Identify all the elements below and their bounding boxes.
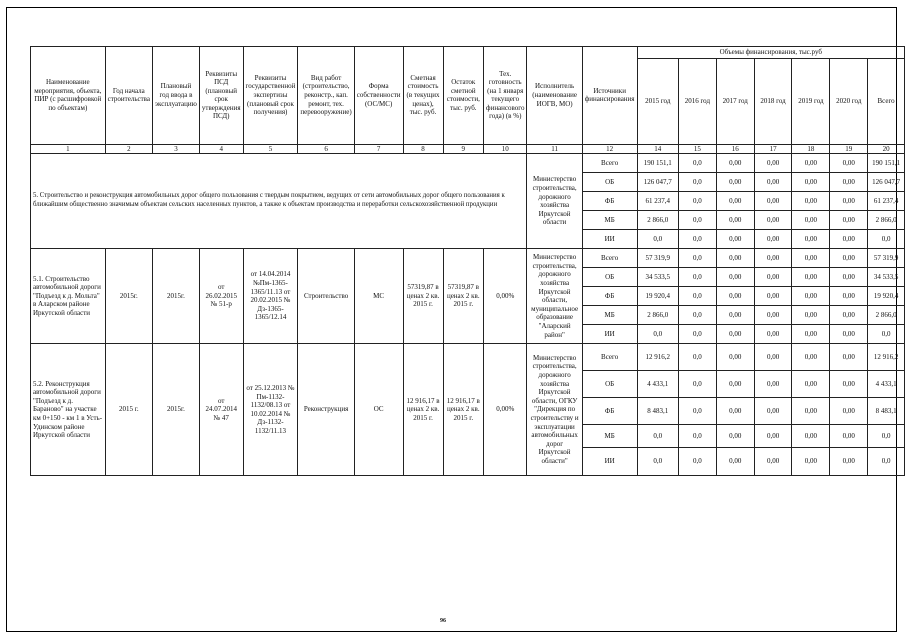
header-ownership: Форма собственности (ОС/МС) xyxy=(354,47,403,145)
col-num: 3 xyxy=(153,144,200,154)
value-cell: 19 920,4 xyxy=(868,287,905,306)
source-label: ОБ xyxy=(582,371,637,398)
value-cell: 0,00 xyxy=(830,344,868,371)
header-estimate-cost: Сметная стоимость (в текущих ценах), тыс. руб. xyxy=(403,47,443,145)
value-cell: 0,00 xyxy=(792,448,830,476)
column-numbers-row xyxy=(31,144,905,154)
source-label: ФБ xyxy=(582,192,637,211)
source-label: ФБ xyxy=(582,398,637,425)
object-year-plan: 2015г. xyxy=(153,249,200,344)
value-cell: 0,00 xyxy=(830,371,868,398)
object-5-1-row-total xyxy=(31,249,905,268)
value-cell: 57 319,9 xyxy=(637,249,678,268)
object-ownership: МС xyxy=(354,249,403,344)
value-cell: 57 319,9 xyxy=(868,249,905,268)
value-cell: 190 151,1 xyxy=(868,154,905,173)
object-remaining-cost: 12 916,17 в ценах 2 кв. 2015 г. xyxy=(443,344,483,476)
value-cell: 0,00 xyxy=(792,398,830,425)
header-remaining-cost: Остаток сметной стоимости, тыс. руб. xyxy=(443,47,483,145)
header-sources: Источники финансирования xyxy=(582,47,637,145)
value-cell: 0,00 xyxy=(716,173,754,192)
value-cell: 0,00 xyxy=(754,154,792,173)
value-cell: 0,00 xyxy=(754,173,792,192)
header-year-start: Год начала строительства xyxy=(105,47,152,145)
object-executor: Министерство строительства, дорожного хозяйства Иркутской области, муниципальное образование "Аларский район" xyxy=(527,249,582,344)
value-cell: 2 866,0 xyxy=(637,306,678,325)
source-label: Всего xyxy=(582,344,637,371)
value-cell: 0,0 xyxy=(637,325,678,344)
value-cell: 0,00 xyxy=(754,398,792,425)
value-cell: 0,00 xyxy=(716,425,754,448)
value-cell: 8 483,1 xyxy=(637,398,678,425)
value-cell: 0,00 xyxy=(716,287,754,306)
value-cell: 0,00 xyxy=(716,371,754,398)
value-cell: 0,00 xyxy=(754,344,792,371)
value-cell: 0,00 xyxy=(830,268,868,287)
object-expert: от 14.04.2014 №Пм-1365-1365/11.13 от 20.02.2015 № Дз-1365-1365/12.14 xyxy=(243,249,298,344)
object-readiness: 0,00% xyxy=(484,344,527,476)
col-num: 8 xyxy=(403,144,443,154)
value-cell: 0,00 xyxy=(830,325,868,344)
value-cell: 0,00 xyxy=(754,425,792,448)
object-ownership: ОС xyxy=(354,344,403,476)
header-name: Наименование мероприятия, объекта, ПИР (с расшифровкой по объектам) xyxy=(31,47,106,145)
col-num: 16 xyxy=(716,144,754,154)
value-cell: 12 916,2 xyxy=(637,344,678,371)
value-cell: 0,0 xyxy=(678,154,716,173)
header-year-plan: Плановый год ввода в эксплуатацию xyxy=(153,47,200,145)
value-cell: 0,0 xyxy=(678,268,716,287)
object-remaining-cost: 57319,87 в ценах 2 кв. 2015 г. xyxy=(443,249,483,344)
source-label: МБ xyxy=(582,425,637,448)
col-num: 11 xyxy=(527,144,582,154)
col-num: 17 xyxy=(754,144,792,154)
value-cell: 2 866,0 xyxy=(868,211,905,230)
value-cell: 0,00 xyxy=(792,230,830,249)
value-cell: 2 866,0 xyxy=(637,211,678,230)
object-estimate-cost: 57319,87 в ценах 2 кв. 2015 г. xyxy=(403,249,443,344)
object-work-type: Строительство xyxy=(298,249,354,344)
object-name: 5.2. Реконструкция автомобильной дороги "Подъезд к д. Бараново" на участке км 0+150 - км 1 в Усть-Удинском районе Иркутской области xyxy=(31,344,106,476)
col-num: 2 xyxy=(105,144,152,154)
value-cell: 0,0 xyxy=(678,211,716,230)
value-cell: 0,0 xyxy=(678,173,716,192)
value-cell: 0,00 xyxy=(792,287,830,306)
col-num: 4 xyxy=(199,144,243,154)
value-cell: 0,00 xyxy=(716,448,754,476)
financing-table xyxy=(30,46,905,476)
header-year-2020: 2020 год xyxy=(830,58,868,144)
col-num: 5 xyxy=(243,144,298,154)
value-cell: 0,0 xyxy=(868,448,905,476)
value-cell: 0,00 xyxy=(830,398,868,425)
value-cell: 0,00 xyxy=(830,249,868,268)
source-label: Всего xyxy=(582,249,637,268)
value-cell: 0,00 xyxy=(792,306,830,325)
value-cell: 0,00 xyxy=(716,230,754,249)
object-psd: от 24.07.2014 № 47 xyxy=(199,344,243,476)
value-cell: 0,0 xyxy=(678,306,716,325)
header-volumes: Объемы финансирования, тыс.руб xyxy=(637,47,904,59)
header-total: Всего xyxy=(868,58,905,144)
object-estimate-cost: 12 916,17 в ценах 2 кв. 2015 г. xyxy=(403,344,443,476)
value-cell: 4 433,1 xyxy=(868,371,905,398)
col-num: 15 xyxy=(678,144,716,154)
col-num: 10 xyxy=(484,144,527,154)
value-cell: 0,00 xyxy=(754,371,792,398)
value-cell: 0,00 xyxy=(792,192,830,211)
value-cell: 0,00 xyxy=(830,173,868,192)
col-num: 18 xyxy=(792,144,830,154)
value-cell: 0,00 xyxy=(792,249,830,268)
value-cell: 0,0 xyxy=(868,325,905,344)
value-cell: 0,00 xyxy=(830,287,868,306)
value-cell: 0,00 xyxy=(830,306,868,325)
object-year-plan: 2015г. xyxy=(153,344,200,476)
value-cell: 0,00 xyxy=(792,325,830,344)
value-cell: 0,00 xyxy=(792,211,830,230)
col-num: 6 xyxy=(298,144,354,154)
col-num: 20 xyxy=(868,144,905,154)
object-readiness: 0,00% xyxy=(484,249,527,344)
object-expert: от 25.12.2013 № Пм-1132-1132/08.13 от 10.02.2014 № Дз-1132-1132/11.13 xyxy=(243,344,298,476)
source-label: МБ xyxy=(582,306,637,325)
value-cell: 0,0 xyxy=(868,425,905,448)
value-cell: 0,00 xyxy=(716,211,754,230)
source-label: ФБ xyxy=(582,287,637,306)
value-cell: 0,00 xyxy=(716,398,754,425)
value-cell: 0,00 xyxy=(716,154,754,173)
col-num: 7 xyxy=(354,144,403,154)
object-executor: Министерство строительства, дорожного хозяйства Иркутской области, ОГКУ "Дирекция по строительству и эксплуатации автомобильных дорог Иркутской области" xyxy=(527,344,582,476)
header-readiness: Тех. готовность (на 1 января текущего финансового года) (в %) xyxy=(484,47,527,145)
value-cell: 0,00 xyxy=(754,249,792,268)
value-cell: 0,00 xyxy=(792,425,830,448)
value-cell: 0,00 xyxy=(716,192,754,211)
value-cell: 2 866,0 xyxy=(868,306,905,325)
value-cell: 0,0 xyxy=(678,398,716,425)
value-cell: 4 433,1 xyxy=(637,371,678,398)
col-num: 14 xyxy=(637,144,678,154)
section-title: 5. Строительство и реконструкция автомобильных дорог общего пользования с твердым покрытием, ведущих от сети автомобильных дорог общего пользования к ближайшим общественно значимым объектам сельских населенных пунктов, а также к объектам производства и переработки сельскохозяйственной продукции xyxy=(31,154,527,249)
value-cell: 0,00 xyxy=(754,268,792,287)
value-cell: 0,0 xyxy=(678,249,716,268)
value-cell: 0,0 xyxy=(678,287,716,306)
page-number: 96 xyxy=(440,618,446,624)
section-row-total xyxy=(31,154,905,173)
value-cell: 0,00 xyxy=(754,287,792,306)
value-cell: 0,0 xyxy=(678,425,716,448)
header-psd: Реквизиты ПСД (плановый срок утверждения ПСД) xyxy=(199,47,243,145)
value-cell: 0,0 xyxy=(678,325,716,344)
value-cell: 0,00 xyxy=(830,154,868,173)
value-cell: 0,00 xyxy=(754,211,792,230)
header-year-2017: 2017 год xyxy=(716,58,754,144)
value-cell: 12 916,2 xyxy=(868,344,905,371)
value-cell: 0,00 xyxy=(830,211,868,230)
value-cell: 0,0 xyxy=(637,448,678,476)
value-cell: 0,00 xyxy=(716,325,754,344)
source-label: Всего xyxy=(582,154,637,173)
value-cell: 0,0 xyxy=(678,230,716,249)
value-cell: 0,0 xyxy=(678,371,716,398)
value-cell: 0,0 xyxy=(678,192,716,211)
value-cell: 0,0 xyxy=(637,425,678,448)
value-cell: 0,00 xyxy=(792,173,830,192)
value-cell: 0,00 xyxy=(754,448,792,476)
value-cell: 126 047,7 xyxy=(637,173,678,192)
value-cell: 0,00 xyxy=(830,192,868,211)
value-cell: 0,00 xyxy=(792,344,830,371)
header-year-2019: 2019 год xyxy=(792,58,830,144)
header-work-type: Вид работ (строительство, реконстр., кап. ремонт, тех. перевооружение) xyxy=(298,47,354,145)
value-cell: 0,00 xyxy=(716,344,754,371)
value-cell: 0,0 xyxy=(637,230,678,249)
value-cell: 0,00 xyxy=(792,371,830,398)
value-cell: 0,00 xyxy=(716,306,754,325)
col-num: 19 xyxy=(830,144,868,154)
value-cell: 61 237,4 xyxy=(868,192,905,211)
value-cell: 0,00 xyxy=(716,249,754,268)
object-year-start: 2015 г. xyxy=(105,344,152,476)
value-cell: 0,00 xyxy=(792,268,830,287)
section-executor: Министерство строительства, дорожного хозяйства Иркутской области xyxy=(527,154,582,249)
object-5-2-row-total xyxy=(31,344,905,371)
header-year-2015: 2015 год xyxy=(637,58,678,144)
value-cell: 0,00 xyxy=(754,230,792,249)
header-executor: Исполнитель (наименование ИОГВ, МО) xyxy=(527,47,582,145)
source-label: МБ xyxy=(582,211,637,230)
value-cell: 0,00 xyxy=(830,448,868,476)
header-expert: Реквизиты государственной экспертизы (плановый срок получения) xyxy=(243,47,298,145)
source-label: ОБ xyxy=(582,173,637,192)
value-cell: 0,00 xyxy=(830,230,868,249)
col-num: 9 xyxy=(443,144,483,154)
object-name: 5.1. Строительство автомобильной дороги "Подъезд к д. Мольта" в Аларском районе Иркутской области xyxy=(31,249,106,344)
value-cell: 0,00 xyxy=(754,192,792,211)
source-label: ИИ xyxy=(582,448,637,476)
source-label: ОБ xyxy=(582,268,637,287)
value-cell: 8 483,1 xyxy=(868,398,905,425)
value-cell: 0,0 xyxy=(868,230,905,249)
value-cell: 34 533,5 xyxy=(868,268,905,287)
value-cell: 19 920,4 xyxy=(637,287,678,306)
value-cell: 0,00 xyxy=(716,268,754,287)
value-cell: 0,00 xyxy=(792,154,830,173)
value-cell: 61 237,4 xyxy=(637,192,678,211)
value-cell: 190 151,1 xyxy=(637,154,678,173)
col-num: 12 xyxy=(582,144,637,154)
header-year-2016: 2016 год xyxy=(678,58,716,144)
value-cell: 0,00 xyxy=(830,425,868,448)
value-cell: 0,0 xyxy=(678,448,716,476)
source-label: ИИ xyxy=(582,325,637,344)
value-cell: 0,0 xyxy=(678,344,716,371)
object-psd: от 26.02.2015 № 51-р xyxy=(199,249,243,344)
value-cell: 34 533,5 xyxy=(637,268,678,287)
source-label: ИИ xyxy=(582,230,637,249)
object-work-type: Реконструкция xyxy=(298,344,354,476)
value-cell: 0,00 xyxy=(754,325,792,344)
col-num: 1 xyxy=(31,144,106,154)
value-cell: 126 047,7 xyxy=(868,173,905,192)
object-year-start: 2015г. xyxy=(105,249,152,344)
header-year-2018: 2018 год xyxy=(754,58,792,144)
value-cell: 0,00 xyxy=(754,306,792,325)
